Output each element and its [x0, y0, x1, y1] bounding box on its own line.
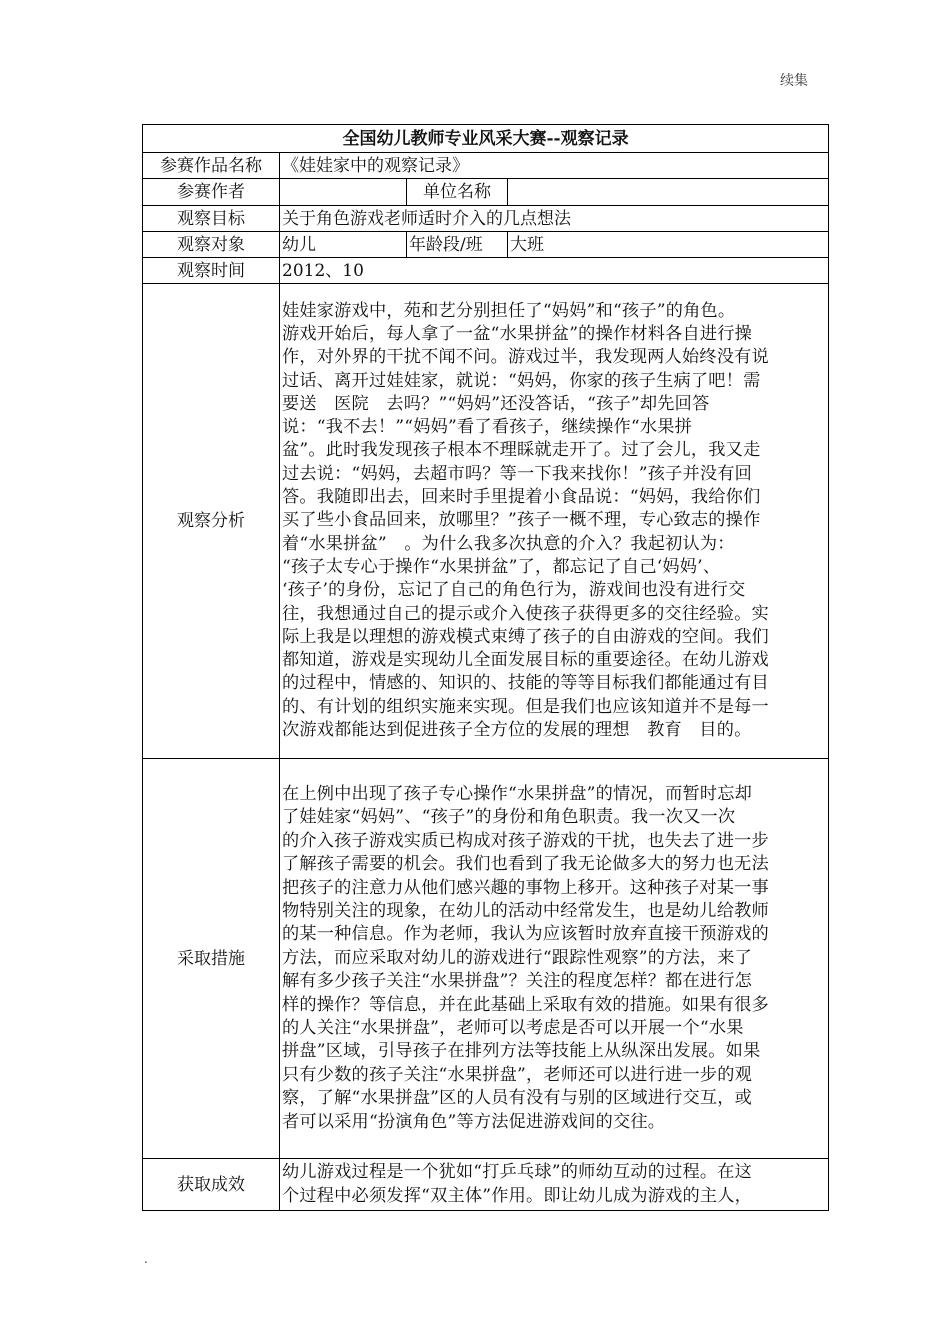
work-name-value: 《娃娃家中的观察记录》 [280, 153, 829, 179]
measures-line: 察，了解“水果拼盘”区的人员有没有与别的区域进行交互，或 [282, 1088, 753, 1109]
measures-line: 了娃娃家“妈妈”、“孩子”的身份和角色职责。我一次又一次 [282, 807, 736, 828]
analysis-line: 际上我是以理想的游戏模式束缚了孩子的自由游戏的空间。我们 [282, 626, 769, 647]
analysis-line: ‘孩子’的身份，忘记了自己的角色行为，游戏间也没有进行交 [282, 580, 746, 601]
record-title: 全国幼儿教师专业风采大赛--观察记录 [143, 125, 829, 153]
measures-line: 解有多少孩子关注“水果拼盘”？关注的程度怎样？都在进行怎 [282, 971, 753, 992]
time-label: 观察时间 [143, 258, 280, 284]
work-name-label: 参赛作品名称 [143, 153, 280, 179]
analysis-text [280, 284, 829, 759]
analysis-line: 的、有计划的组织实施来实现。但是我们也应该知道并不是每一 [282, 696, 769, 717]
author-value [280, 179, 407, 206]
continued-note: 续集 [780, 73, 808, 89]
unit-value [508, 179, 829, 206]
analysis-line: 买了些小食品回来，放哪里？”孩子一概不理，专心致志的操作 [282, 510, 761, 531]
time-value: 2012、10 [280, 258, 829, 284]
measures-line: 了解孩子需要的机会。我们也看到了我无论做多大的努力也无法 [282, 854, 769, 875]
analysis-line: 说：“我不去！”“妈妈”看了看孩子，继续操作“水果拼 [282, 417, 693, 438]
results-line: 个过程中必须发挥“双主体”作用。即让幼儿成为游戏的主人， [282, 1185, 753, 1206]
measures-line: 方法，而应采取对幼儿的游戏进行“跟踪性观察”的方法，来了 [282, 947, 753, 968]
measures-label: 采取措施 [143, 759, 280, 1159]
age-value: 大班 [508, 232, 829, 258]
observation-record-table [142, 124, 829, 1211]
goal-value: 关于角色游戏老师适时介入的几点想法 [280, 206, 829, 232]
analysis-line: “孩子太专心于操作“水果拼盆”了，都忘记了自己‘妈妈’、 [282, 556, 721, 577]
results-text [280, 1159, 829, 1211]
measures-line: 的某一种信息。作为老师，我认为应该暂时放弃直接干预游戏的 [282, 924, 769, 945]
measures-line: 的介入孩子游戏实质已构成对孩子游戏的干扰，也失去了进一步 [282, 830, 769, 851]
analysis-line: 作，对外界的干扰不闻不问。游戏过半，我发现两人始终没有说 [282, 347, 769, 368]
analysis-line: 游戏开始后，每人拿了一盆“水果拼盆”的操作材料各自进行操 [282, 323, 753, 344]
analysis-line: 往，我想通过自己的提示或介入使孩子获得更多的交往经验。实 [282, 603, 769, 624]
author-label: 参赛作者 [143, 179, 280, 206]
unit-label: 单位名称 [407, 179, 508, 206]
analysis-line: 要送 医院 去吗？”“妈妈”还没答话，“孩子”却先回答 [282, 393, 710, 414]
analysis-line: 都知道，游戏是实现幼儿全面发展目标的重要途径。在幼儿游戏 [282, 650, 769, 671]
analysis-line: 盆”。此时我发现孩子根本不理睬就走开了。过了会儿，我又走 [282, 440, 761, 461]
analysis-line: 过去说：“妈妈，去超市吗？等一下我来找你！”孩子并没有回 [282, 463, 753, 484]
analysis-label: 观察分析 [143, 284, 280, 759]
measures-line: 把孩子的注意力从他们感兴趣的事物上移开。这种孩子对某一事 [282, 877, 769, 898]
footer-mark: . [144, 1252, 148, 1266]
measures-line: 只有少数的孩子关注“水果拼盘”，老师还可以进行进一步的观 [282, 1064, 753, 1085]
measures-line: 在上例中出现了孩子专心操作“水果拼盘”的情况，而暂时忘却 [282, 784, 753, 805]
age-label: 年龄段/班 [407, 232, 508, 258]
analysis-line: 次游戏都能达到促进孩子全方位的发展的理想 教育 目的。 [282, 720, 752, 741]
results-line: 幼儿游戏过程是一个犹如“打乒乓球”的师幼互动的过程。在这 [282, 1162, 753, 1183]
object-value: 幼儿 [280, 232, 407, 258]
measures-line: 物特别关注的现象，在幼儿的活动中经常发生，也是幼儿给教师 [282, 901, 769, 922]
measures-line: 样的操作？等信息，并在此基础上采取有效的措施。如果有很多 [282, 994, 769, 1015]
goal-label: 观察目标 [143, 206, 280, 232]
analysis-line: 的过程中，情感的、知识的、技能的等等目标我们都能通过有目 [282, 673, 769, 694]
analysis-line: 娃娃家游戏中，苑和艺分别担任了“妈妈”和“孩子”的角色。 [282, 300, 736, 321]
analysis-line: 答。我随即出去，回来时手里提着小食品说：“妈妈，我给你们 [282, 487, 761, 508]
measures-line: 者可以采用“扮演角色”等方法促进游戏间的交往。 [282, 1111, 666, 1132]
measures-line: 拼盘”区域，引导孩子在排列方法等技能上从纵深出发展。如果 [282, 1041, 761, 1062]
object-label: 观察对象 [143, 232, 280, 258]
measures-text [280, 759, 829, 1159]
measures-line: 的人关注“水果拼盘”，老师可以考虑是否可以开展一个“水果 [282, 1017, 744, 1038]
analysis-line: 过话、离开过娃娃家，就说：“妈妈，你家的孩子生病了吧！需 [282, 370, 761, 391]
results-label: 获取成效 [143, 1159, 280, 1211]
analysis-line: 着“水果拼盆” 。为什么我多次执意的介入？我起初认为： [282, 533, 735, 554]
